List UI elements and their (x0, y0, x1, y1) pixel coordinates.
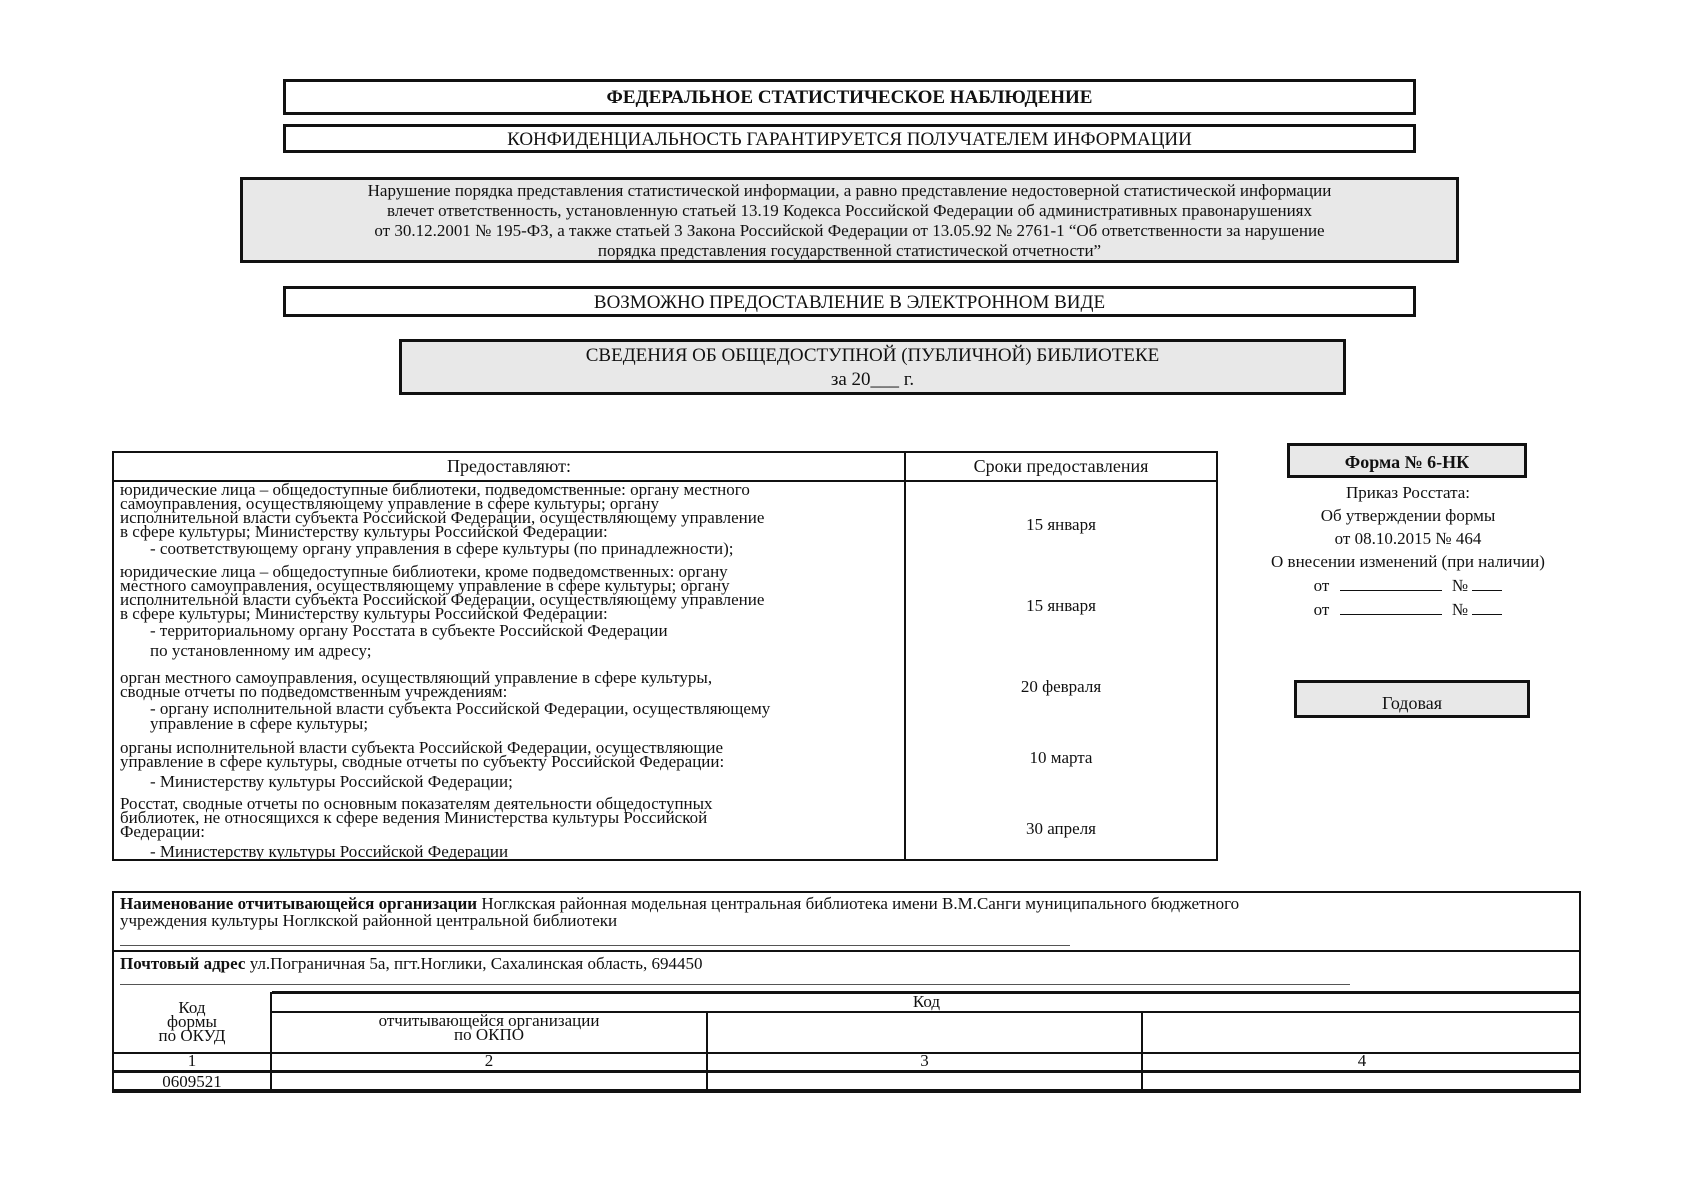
order-approval: Об утверждении формы (1320, 506, 1496, 525)
form-title-box (399, 339, 1346, 395)
submitter-line: самоуправления, осуществляющему управление в сфере культуры; органу (120, 494, 660, 513)
submitters-table (112, 451, 1218, 861)
okud-label-line: по ОКУД (158, 1026, 226, 1045)
deadline-value: 10 марта (1029, 748, 1093, 767)
order-info (1268, 481, 1548, 621)
change-date-field[interactable] (1340, 573, 1442, 591)
submitter-row (114, 794, 1216, 861)
submitter-line: орган местного самоуправления, осуществляющий управление в сфере культуры, (120, 668, 713, 687)
number-label: № (1451, 576, 1469, 595)
submitter-row (114, 668, 1216, 741)
submitter-description (120, 738, 900, 795)
deadline-value: 30 апреля (1025, 819, 1097, 838)
deadline-value: 15 января (1026, 596, 1096, 615)
submitter-line: в сфере культуры; Министерству культуры Российской Федерации: (120, 522, 608, 541)
table-bottom (114, 1089, 1579, 1092)
column-number: 1 (187, 1051, 197, 1070)
submitter-row (114, 480, 1216, 565)
okud-label-line: формы (167, 1012, 217, 1031)
warning-line: порядка представления государственной статистической отчетности” (597, 241, 1102, 260)
column-number: 3 (920, 1051, 929, 1070)
submitter-line: сводные отчеты по подведомственным учреждениям: (120, 682, 508, 701)
change-number-field[interactable] (1472, 573, 1502, 591)
submitter-line: библиотек, не относящихся к сфере ведения Министерства культуры Российской (120, 808, 708, 827)
code-header: Код (912, 992, 941, 1011)
warning-line: от 30.12.2001 № 195-ФЗ, а также статьей 3 Закона Российской Федерации от 13.05.92 № 2761-1 “Об ответственности за нарушение (374, 221, 1325, 240)
deadline-column-header: Сроки предоставления (906, 453, 1216, 482)
submitter-line: юридические лица – общедоступные библиотеки, подведомственные: органу местного (120, 480, 750, 499)
name-underline (120, 945, 1070, 946)
submitter-description (120, 794, 900, 865)
organization-name-label: Наименование отчитывающейся организации (120, 894, 478, 913)
order-title: Приказ Росстата: (1345, 483, 1471, 502)
organization-name (120, 895, 1575, 929)
okud-label (114, 998, 270, 1045)
okud-code-value: 0609521 (162, 1072, 222, 1091)
recipient-line: управление в сфере культуры; (150, 714, 369, 733)
submitter-line: местного самоуправления, осуществляющему управление в сфере культуры; органу (120, 576, 730, 595)
confidentiality-header: КОНФИДЕНЦИАЛЬНОСТЬ ГАРАНТИРУЕТСЯ ПОЛУЧАТЕЛЕМ ИНФОРМАЦИИ (283, 124, 1416, 153)
okud-label-line: Код (178, 998, 206, 1017)
federal-observation-header: ФЕДЕРАЛЬНОЕ СТАТИСТИЧЕСКОЕ НАБЛЮДЕНИЕ (283, 79, 1416, 115)
electronic-submission-note: ВОЗМОЖНО ПРЕДОСТАВЛЕНИЕ В ЭЛЕКТРОННОМ ВИДЕ (283, 286, 1416, 317)
row-divider (114, 950, 1579, 952)
okpo-label (272, 1011, 706, 1044)
submitter-row (114, 562, 1216, 667)
recipient-line: - Министерству культуры Российской Федерации; (150, 772, 513, 791)
submitter-line: в сфере культуры; Министерству культуры Российской Федерации: (120, 604, 608, 623)
submitter-line: органы исполнительной власти субъекта Российской Федерации, осуществляющие (120, 738, 724, 757)
submitter-line: юридические лица – общедоступные библиотеки, кроме подведомственных: органу (120, 562, 728, 581)
submitter-line: управление в сфере культуры, сводные отчеты по субъекту Российской Федерации: (120, 752, 725, 771)
organization-name-value: Ноглкская районная модельная центральная библиотека имени В.М.Санги муниципального бюджетного (481, 894, 1240, 913)
submitter-description (120, 480, 900, 559)
form-title: СВЕДЕНИЯ ОБ ОБЩЕДОСТУПНОЙ (ПУБЛИЧНОЙ) БИБЛИОТЕКЕ (585, 345, 1160, 366)
submitter-line: Росстат, сводные отчеты по основным показателям деятельности общедоступных (120, 794, 713, 813)
change-line (1268, 597, 1548, 621)
periodicity-box: Годовая (1294, 680, 1530, 718)
submitter-line: Федерации: (120, 822, 206, 841)
postal-address-label: Почтовый адрес (120, 954, 246, 973)
recipient-line: - Министерству культуры Российской Федерации (150, 842, 509, 861)
order-changes: О внесении изменений (при наличии) (1271, 552, 1545, 571)
form-number: Форма № 6-НК (1287, 443, 1527, 478)
change-number-field[interactable] (1472, 597, 1502, 615)
address-underline (120, 984, 1350, 985)
submitter-description (120, 668, 900, 733)
change-date-field[interactable] (1340, 597, 1442, 615)
submitter-line: исполнительной власти субъекта Российской Федерации, осуществляющему управление (120, 508, 765, 527)
recipient-line: - органу исполнительной власти субъекта Российской Федерации, осуществляющему (150, 699, 771, 718)
column-number: 2 (484, 1051, 494, 1070)
okpo-label-line: отчитывающейся организации (378, 1011, 600, 1030)
recipient-line: по установленному им адресу; (150, 641, 372, 660)
organization-table (112, 891, 1581, 1093)
organization-name-value-cont: учреждения культуры Ноглкской районной центральной библиотеки (120, 911, 618, 930)
from-label: от (1313, 600, 1330, 619)
deadline-value: 15 января (1026, 515, 1096, 534)
order-approval-date: от 08.10.2015 № 464 (1334, 529, 1482, 548)
legal-warning (240, 177, 1459, 263)
deadline-value: 20 февраля (1020, 677, 1102, 696)
number-label: № (1451, 600, 1469, 619)
warning-line: Нарушение порядка представления статистической информации, а равно представление недостоверной статистической информации (367, 181, 1332, 200)
report-period: за 20___ г. (830, 369, 915, 390)
from-label: от (1313, 576, 1330, 595)
submitter-description (120, 562, 900, 661)
recipient-line: - территориальному органу Росстата в субъекте Российской Федерации (150, 621, 668, 640)
warning-line: влечет ответственность, установленную статьей 13.19 Кодекса Российской Федерации об административных правонарушениях (387, 201, 1312, 220)
submitters-column-header: Предоставляют: (114, 453, 904, 482)
submitter-line: исполнительной власти субъекта Российской Федерации, осуществляющему управление (120, 590, 765, 609)
postal-address (120, 955, 1575, 972)
postal-address-value: ул.Пограничная 5а, пгт.Ноглики, Сахалинская область, 694450 (249, 954, 703, 973)
change-line (1268, 573, 1548, 597)
okpo-label-line: по ОКПО (453, 1025, 525, 1044)
column-number: 4 (1357, 1051, 1367, 1070)
recipient-line: - соответствующему органу управления в сфере культуры (по принадлежности); (150, 539, 734, 558)
submitter-row (114, 738, 1216, 799)
value-row-top (114, 1070, 1579, 1073)
